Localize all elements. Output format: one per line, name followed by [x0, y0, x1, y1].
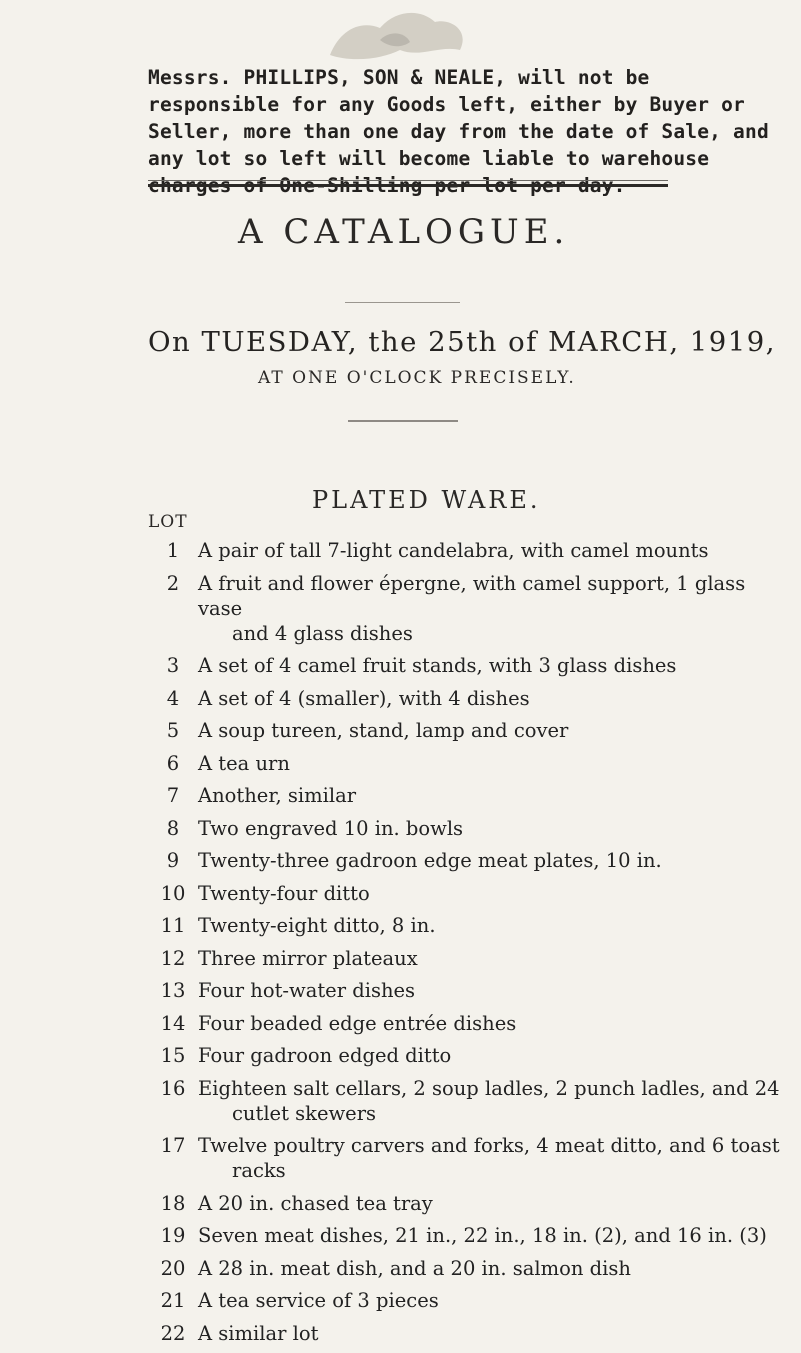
- lot-item: [148, 913, 788, 938]
- lot-description-line: Twenty-eight ditto, 8 in.: [198, 914, 436, 937]
- lot-number: 16: [160, 1076, 186, 1100]
- lot-number: 5: [166, 719, 180, 742]
- lot-number: 15: [160, 1044, 186, 1067]
- lot-description: [198, 1191, 788, 1216]
- lot-description: [198, 571, 788, 646]
- lot-number: 6: [166, 751, 180, 775]
- lot-description: [198, 913, 788, 938]
- lot-item: [148, 816, 788, 841]
- lot-number: 2: [166, 571, 180, 595]
- lot-description: [198, 1321, 788, 1346]
- lot-description-line: A tea service of 3 pieces: [198, 1289, 439, 1312]
- lot-item: [148, 1321, 788, 1346]
- lot-item: [148, 1256, 788, 1281]
- lot-item: [148, 1011, 788, 1036]
- lot-item: [148, 1076, 788, 1126]
- lot-number: 8: [166, 816, 180, 840]
- notice-text: Messrs. PHILLIPS, SON & NEALE, will not be responsible for any Goods left, either by Buyer or Seller, more than one day from the date of Sale, and any lot so left will become liable to warehouse charges of One-Shilling per lot per day.: [148, 66, 769, 197]
- lot-description-line: A set of 4 camel fruit stands, with 3 glass dishes: [198, 654, 677, 677]
- lot-item: [148, 946, 788, 971]
- lot-description-continuation: cutlet skewers: [232, 1101, 377, 1125]
- lot-item: [148, 571, 788, 646]
- sale-date: On TUESDAY, the 25th of MARCH, 1919,: [148, 326, 777, 358]
- lot-number: 20: [160, 1256, 186, 1280]
- lot-description-line: A similar lot: [198, 1321, 319, 1345]
- lot-item: [148, 751, 788, 776]
- lot-description-line: Twenty-four ditto: [198, 881, 370, 905]
- lot-description: [198, 881, 788, 906]
- lot-number: 12: [160, 946, 186, 970]
- lot-item: [148, 686, 788, 711]
- lot-item: [148, 538, 788, 563]
- lot-item: [148, 653, 788, 678]
- lot-description-line: A 20 in. chased tea tray: [198, 1191, 433, 1215]
- lot-description-line: Four beaded edge entrée dishes: [198, 1011, 517, 1035]
- lot-number: 22: [160, 1321, 186, 1345]
- lot-description-continuation: and 4 glass dishes: [232, 621, 413, 645]
- lot-description-line: Two engraved 10 in. bowls: [198, 816, 464, 840]
- divider-thick: [148, 184, 668, 187]
- lot-number: 13: [160, 979, 186, 1002]
- lot-item: [148, 1223, 788, 1248]
- lot-item: [148, 978, 788, 1003]
- lot-description: [198, 1076, 788, 1126]
- lot-number: 10: [160, 881, 186, 905]
- lot-column-label: LOT: [148, 512, 188, 532]
- lot-number: 9: [166, 849, 180, 872]
- section-divider: [348, 420, 458, 422]
- lot-item: [148, 1043, 788, 1068]
- lot-description: [198, 816, 788, 841]
- lot-description: [198, 848, 788, 873]
- lot-description: [198, 1011, 788, 1036]
- lot-description: [198, 538, 788, 563]
- lot-description: [198, 1043, 788, 1068]
- lot-number: 11: [160, 914, 186, 937]
- lot-item: [148, 1133, 788, 1183]
- catalogue-title: A CATALOGUE.: [238, 212, 570, 252]
- lot-description: [198, 653, 788, 678]
- lot-number: 7: [166, 784, 180, 807]
- lot-description-line: Another, similar: [198, 784, 357, 807]
- lot-number: 18: [160, 1191, 186, 1215]
- paper-stain-decoration: [310, 0, 480, 62]
- lot-description: [198, 1133, 788, 1183]
- lot-description-line: Twenty-three gadroon edge meat plates, 10 in.: [198, 849, 662, 872]
- lot-description: [198, 1223, 788, 1248]
- divider-thin: [148, 180, 668, 181]
- lot-item: [148, 1288, 788, 1313]
- lot-description-line: A pair of tall 7-light candelabra, with camel mounts: [198, 539, 709, 562]
- lot-description: [198, 783, 788, 808]
- lot-item: [148, 783, 788, 808]
- lot-description: [198, 946, 788, 971]
- lot-list: [148, 538, 788, 1353]
- lot-number: 1: [166, 539, 180, 562]
- sale-time: AT ONE O'CLOCK PRECISELY.: [258, 368, 576, 388]
- lot-description-line: Eighteen salt cellars, 2 soup ladles, 2 punch ladles, and 24: [198, 1076, 780, 1100]
- lot-item: [148, 1191, 788, 1216]
- lot-number: 19: [160, 1224, 186, 1247]
- lot-description: [198, 686, 788, 711]
- lot-item: [148, 718, 788, 743]
- section-title: PLATED WARE.: [312, 486, 541, 514]
- lot-description-line: Four gadroon edged ditto: [198, 1044, 452, 1067]
- lot-number: 21: [160, 1289, 186, 1312]
- title-divider: [345, 302, 460, 303]
- lot-description: [198, 1256, 788, 1281]
- lot-description-line: A 28 in. meat dish, and a 20 in. salmon dish: [198, 1256, 631, 1280]
- lot-number: 14: [160, 1011, 186, 1035]
- lot-description-line: A fruit and flower épergne, with camel support, 1 glass vase: [198, 571, 746, 620]
- liability-notice: [148, 64, 788, 199]
- lot-description-line: Three mirror plateaux: [198, 946, 418, 970]
- lot-description-line: Twelve poultry carvers and forks, 4 meat ditto, and 6 toast: [198, 1134, 780, 1157]
- lot-number: 3: [166, 654, 180, 677]
- lot-description-line: A tea urn: [198, 751, 290, 775]
- lot-item: [148, 848, 788, 873]
- lot-description-line: A set of 4 (smaller), with 4 dishes: [198, 686, 530, 710]
- lot-description: [198, 1288, 788, 1313]
- lot-description: [198, 718, 788, 743]
- lot-number: 17: [160, 1134, 186, 1157]
- lot-description-continuation: racks: [232, 1159, 286, 1182]
- lot-description: [198, 978, 788, 1003]
- lot-item: [148, 881, 788, 906]
- lot-description-line: Four hot-water dishes: [198, 979, 416, 1002]
- lot-description-line: Seven meat dishes, 21 in., 22 in., 18 in. (2), and 16 in. (3): [198, 1224, 767, 1247]
- lot-description: [198, 751, 788, 776]
- lot-number: 4: [166, 686, 180, 710]
- lot-description-line: A soup tureen, stand, lamp and cover: [198, 719, 569, 742]
